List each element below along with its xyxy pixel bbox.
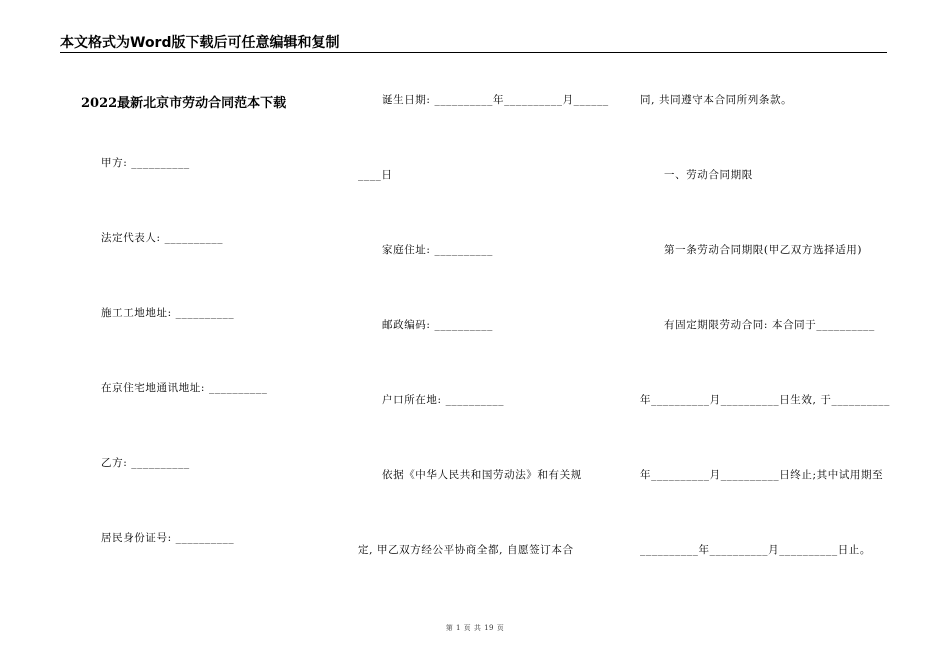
paragraph-text-line: 定, 甲乙双方经公平协商全都, 自愿签订本合 xyxy=(358,544,574,556)
fixed-term-line: 有固定期限劳动合同: 本合同于__________ xyxy=(664,319,875,331)
party-a-line: 甲方: __________ xyxy=(101,157,190,169)
birth-day-line: ____日 xyxy=(358,169,393,181)
birth-date-line: 诞生日期: __________年__________月______ xyxy=(382,94,609,106)
article-heading: 第一条劳动合同期限(甲乙双方选择适用) xyxy=(664,244,863,256)
party-b-line: 乙方: __________ xyxy=(101,457,190,469)
household-registration-line: 户口所在地: __________ xyxy=(382,394,505,406)
effective-date-line: 年__________月__________日生效, 于__________ xyxy=(640,394,890,406)
id-number-line: 居民身份证号: __________ xyxy=(101,532,235,544)
page-number: 第 1 页 共 19 页 xyxy=(445,624,505,632)
document-header: 本文格式为Word版下载后可任意编辑和复制 xyxy=(60,35,340,51)
beijing-address-line: 在京住宅地通讯地址: __________ xyxy=(101,382,268,394)
probation-end-line: __________年__________月__________日止。 xyxy=(640,544,871,556)
postal-code-line: 邮政编码: __________ xyxy=(382,319,493,331)
header-divider xyxy=(60,52,887,53)
home-address-line: 家庭住址: __________ xyxy=(382,244,493,256)
end-date-line: 年__________月__________日终止;其中试用期至 xyxy=(640,469,884,481)
section-heading: 一、劳动合同期限 xyxy=(664,169,753,181)
paragraph-text-line: 同, 共同遵守本合同所列条款。 xyxy=(640,94,793,106)
legal-representative-line: 法定代表人: __________ xyxy=(101,232,224,244)
paragraph-text-line: 依据《中华人民共和国劳动法》和有关规 xyxy=(382,469,582,481)
document-title: 2022最新北京市劳动合同范本下载 xyxy=(81,96,287,111)
site-address-line: 施工工地地址: __________ xyxy=(101,307,235,319)
